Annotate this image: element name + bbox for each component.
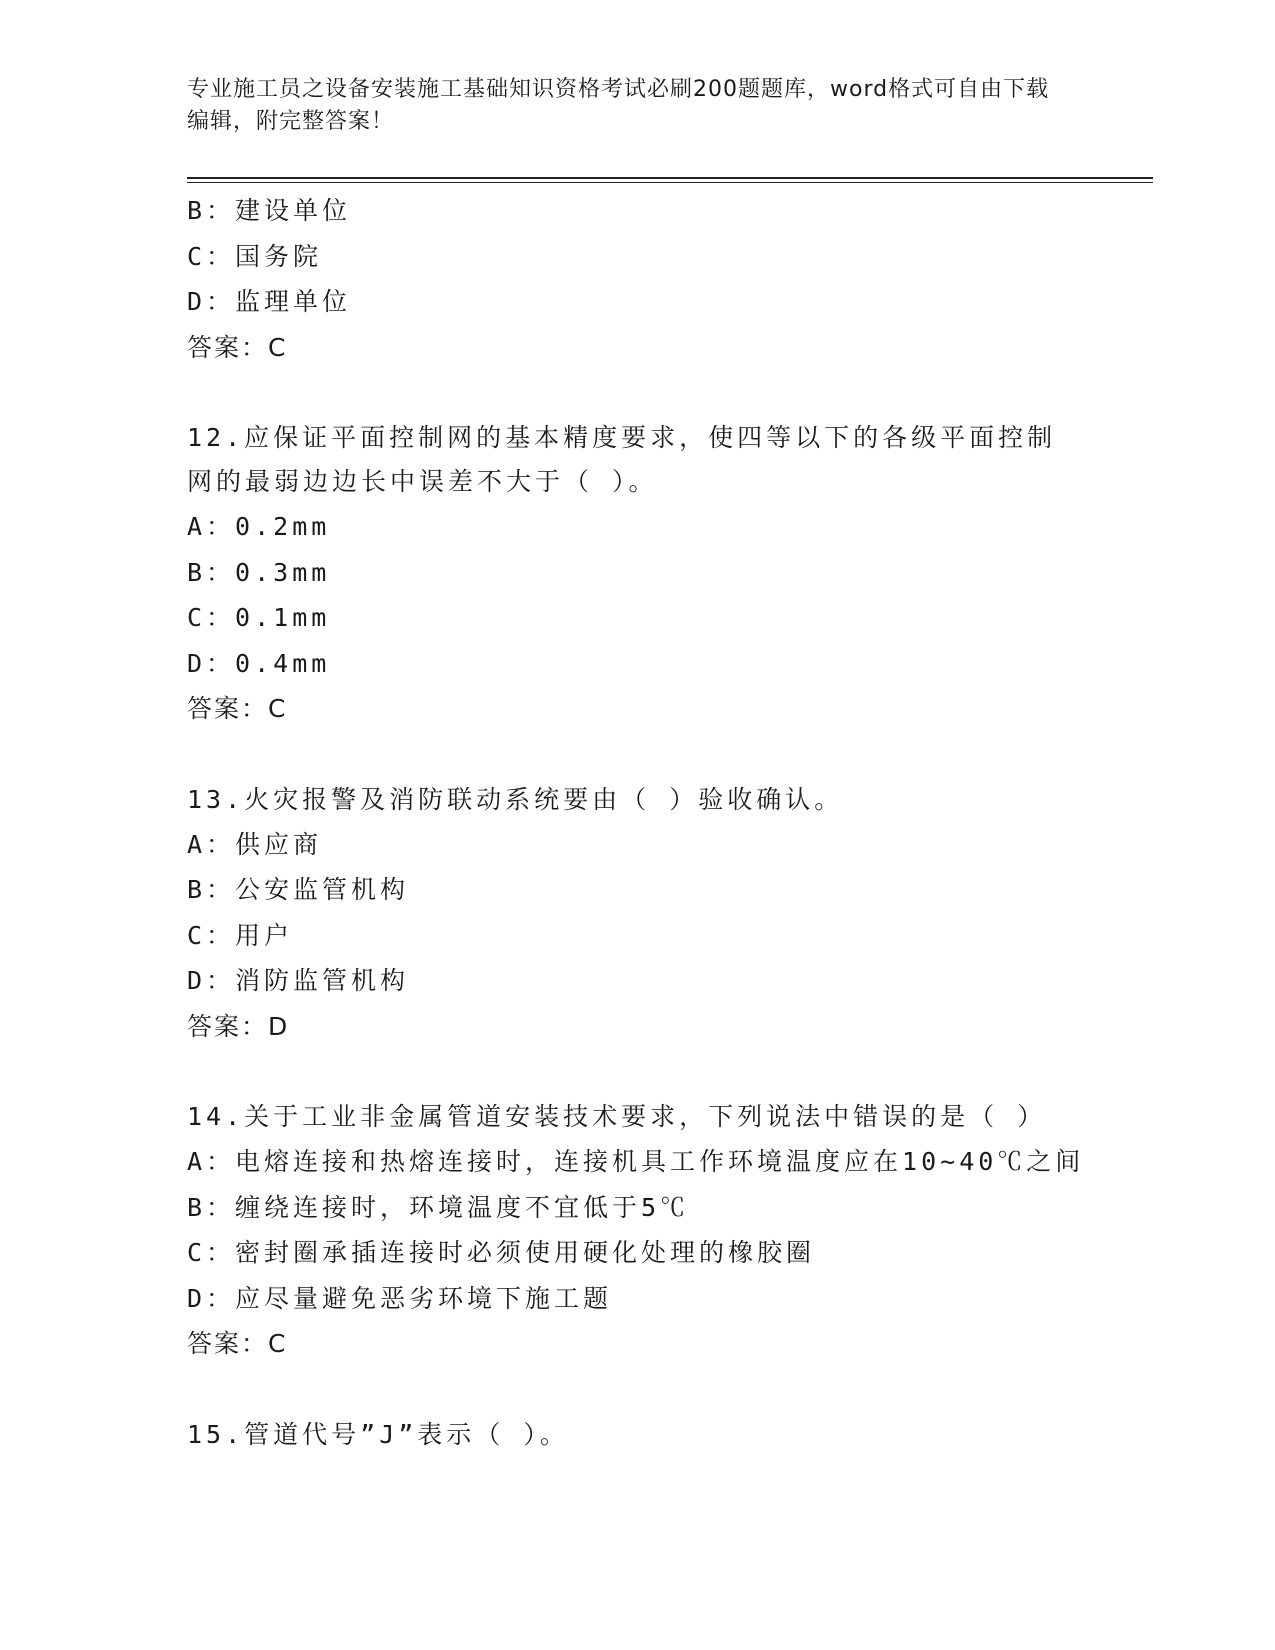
option-line: C：0.1mm (187, 603, 331, 632)
header-rule-thick (187, 177, 1153, 179)
option-line: A：电熔连接和热熔连接时，连接机具工作环境温度应在10~40℃之间 (187, 1147, 1085, 1176)
question-text: 12.应保证平面控制网的基本精度要求，使四等以下的各级平面控制网的最弱边边长中误差不大于（ ）。 (187, 423, 1057, 496)
document-body (187, 188, 1117, 1457)
question-text: 14.关于工业非金属管道安装技术要求，下列说法中错误的是（ ） (187, 1102, 1047, 1131)
answer-line: 答案：C (187, 332, 288, 362)
option-line: B：建设单位 (187, 196, 352, 225)
option-line: B：0.3mm (187, 557, 331, 587)
option-line: C：用户 (187, 920, 294, 950)
option-line: D：0.4mm (187, 648, 331, 678)
option-line: B：公安监管机构 (187, 875, 410, 904)
option-line: D：监理单位 (187, 287, 352, 316)
carryover-question (187, 188, 1117, 370)
header-rule-thin (187, 182, 1153, 183)
option-line: C：国务院 (187, 241, 323, 271)
question-13 (187, 778, 1117, 1050)
answer-line: 答案：C (187, 1329, 288, 1358)
option-line: D：应尽量避免恶劣环境下施工题 (187, 1283, 613, 1313)
option-line: A：供应商 (187, 829, 323, 859)
answer-line: 答案：D (187, 1011, 290, 1041)
option-line: D：消防监管机构 (187, 966, 410, 995)
answer-line: 答案：C (187, 694, 288, 723)
question-text: 13.火灾报警及消防联动系统要由（ ）验收确认。 (187, 784, 844, 814)
question-12 (187, 416, 1117, 732)
question-14 (187, 1095, 1117, 1367)
question-15 (187, 1413, 1117, 1457)
option-line: A：0.2mm (187, 512, 331, 541)
option-line: C：密封圈承插连接时必须使用硬化处理的橡胶圈 (187, 1238, 816, 1267)
document-header: 专业施工员之设备安装施工基础知识资格考试必刷200题题库，word格式可自由下载编辑，附完整答案！ (187, 77, 1050, 134)
question-text: 15.管道代号”J”表示（ ）。 (187, 1419, 569, 1449)
option-line: B：缠绕连接时，环境温度不宜低于5℃ (187, 1192, 690, 1222)
